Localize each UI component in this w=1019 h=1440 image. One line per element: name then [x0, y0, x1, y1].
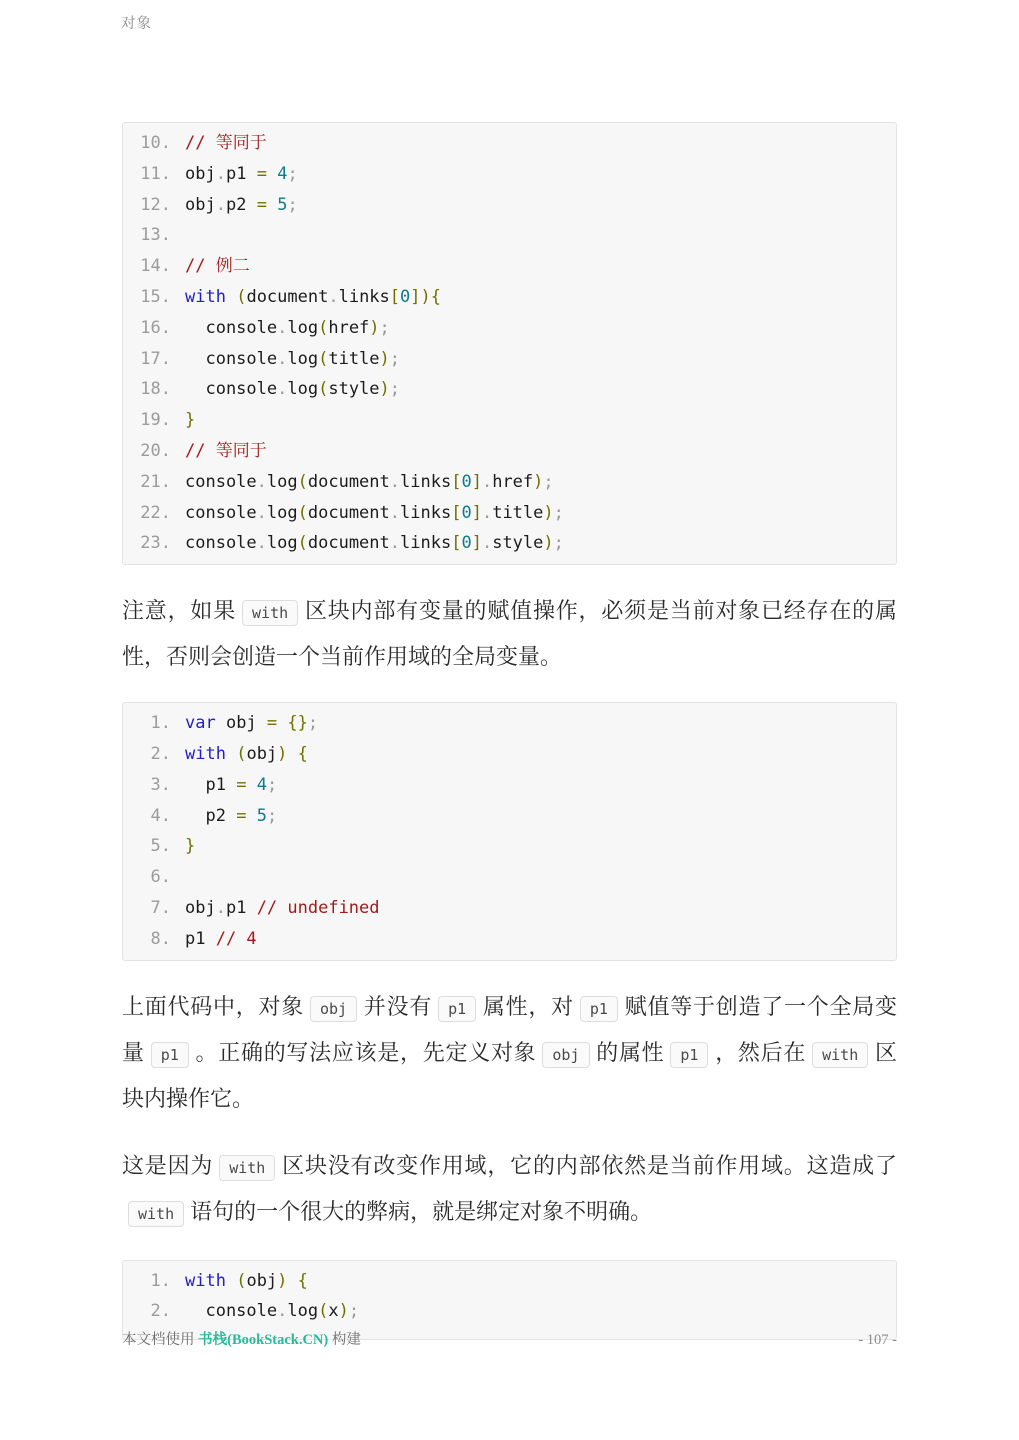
code-line [137, 862, 882, 893]
code-text: p1 // 4 [185, 928, 257, 949]
code-text: p1 = 4; [185, 774, 278, 795]
page-title: 对象 [121, 16, 152, 32]
line-number: 3. [150, 774, 171, 795]
footer-build-note [122, 1328, 361, 1349]
code-text: // 等同于 [185, 440, 267, 461]
code-text: var obj = {}; [185, 713, 319, 734]
footer-prefix: 本文档使用 [122, 1332, 199, 1348]
code-line [137, 436, 882, 467]
line-number: 12. [140, 194, 171, 215]
line-number: 8. [150, 928, 171, 949]
document-body [122, 0, 897, 1340]
code-block-2 [122, 702, 897, 960]
code-line [137, 801, 882, 832]
code-text: console.log(title); [185, 348, 401, 369]
paragraph-3: 这是因为 with 区块没有改变作用域，它的内部依然是当前作用域。这造成了with 语句的一个很大的弊病，就是绑定对象不明确。 [122, 1144, 897, 1236]
code-text: console.log(style); [185, 379, 401, 400]
inline-code-chip: with [128, 1201, 184, 1227]
line-number: 20. [140, 440, 171, 461]
code-text: p2 = 5; [185, 805, 278, 826]
line-number: 4. [150, 805, 171, 826]
line-number: 14. [140, 256, 171, 277]
code-line [137, 467, 882, 498]
line-number: 21. [140, 471, 171, 492]
code-text: obj.p2 = 5; [185, 194, 298, 215]
code-text: } [185, 836, 196, 857]
line-number: 17. [140, 348, 171, 369]
code-line [137, 128, 882, 159]
code-text: with (obj) { [185, 1270, 308, 1291]
inline-code-chip: p1 [151, 1042, 189, 1068]
paragraph-1: 注意，如果 with 区块内部有变量的赋值操作，必须是当前对象已经存在的属性，否则会创造一个当前作用域的全局变量。 [122, 598, 897, 670]
line-number: 1. [150, 713, 171, 734]
code-line [137, 190, 882, 221]
inline-code-chip: with [219, 1155, 275, 1181]
code-line [137, 313, 882, 344]
code-text: with (document.links[0]){ [185, 286, 442, 307]
line-number: 19. [140, 410, 171, 431]
inline-code-chip: obj [310, 996, 357, 1022]
line-number: 22. [140, 502, 171, 523]
line-number: 15. [140, 286, 171, 307]
code-text [185, 862, 882, 893]
code-text: // 例二 [185, 256, 250, 277]
code-line [137, 739, 882, 770]
code-line [137, 374, 882, 405]
inline-code-chip: obj [542, 1042, 589, 1068]
code-line [137, 220, 882, 251]
code-text: console.log(document.links[0].style); [185, 533, 564, 554]
inline-code-chip: p1 [580, 996, 618, 1022]
line-number: 18. [140, 379, 171, 400]
line-number: 6. [150, 867, 171, 888]
code-text: console.log(document.links[0].href); [185, 471, 554, 492]
code-line [137, 282, 882, 313]
footer-brand: 书栈(BookStack.CN) [198, 1332, 329, 1348]
line-number: 13. [140, 225, 171, 246]
code-line [137, 159, 882, 190]
code-text: console.log(x); [185, 1301, 360, 1322]
line-number: 5. [150, 836, 171, 857]
code-text: obj.p1 // undefined [185, 897, 380, 918]
line-number: 23. [140, 533, 171, 554]
page-footer [122, 1328, 897, 1349]
code-line [137, 405, 882, 436]
code-line [137, 528, 882, 559]
code-text: // 等同于 [185, 133, 267, 153]
code-line [137, 1266, 882, 1297]
line-number: 16. [140, 317, 171, 338]
code-block-1 [122, 122, 897, 565]
code-line [137, 831, 882, 862]
inline-code-chip: p1 [670, 1042, 708, 1068]
line-number: 11. [140, 163, 171, 184]
code-text: with (obj) { [185, 743, 308, 764]
code-text [185, 220, 882, 251]
code-text: obj.p1 = 4; [185, 163, 298, 184]
code-line [137, 1296, 882, 1327]
code-line [137, 924, 882, 955]
code-line [137, 893, 882, 924]
code-line [137, 344, 882, 375]
code-text: } [185, 410, 196, 431]
line-number: 7. [150, 897, 171, 918]
paragraph-2: 上面代码中，对象 obj 并没有 p1 属性，对 p1 赋值等于创造了一个全局变量 p1 。正确的写法应该是，先定义对象 obj 的属性 p1 ，然后在 with 区块内操作它。 [122, 993, 897, 1111]
inline-code-chip: with [242, 600, 298, 626]
line-number: 10. [140, 133, 171, 153]
code-line [137, 251, 882, 282]
line-number: 1. [150, 1270, 171, 1291]
code-line [137, 770, 882, 801]
inline-code-chip: with [812, 1042, 868, 1068]
footer-suffix: 构建 [328, 1332, 361, 1348]
line-number: 2. [150, 1301, 171, 1322]
page-number: - 107 - [858, 1332, 897, 1348]
code-line [137, 708, 882, 739]
code-line [137, 498, 882, 529]
code-text: console.log(href); [185, 317, 390, 338]
inline-code-chip: p1 [438, 996, 476, 1022]
code-text: console.log(document.links[0].title); [185, 502, 564, 523]
line-number: 2. [150, 743, 171, 764]
